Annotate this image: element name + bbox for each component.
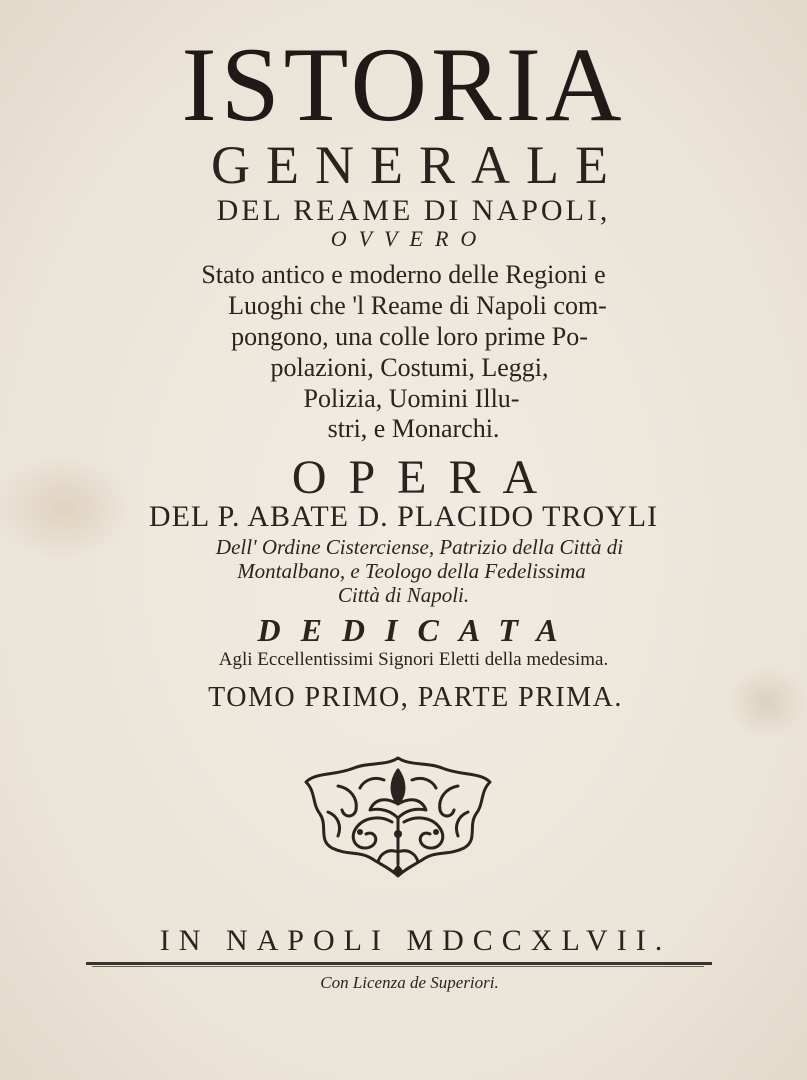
description-line-2: Luoghi che 'l Reame di Napoli com- (228, 291, 607, 320)
dedicata-heading: DEDICATA (257, 612, 578, 648)
fleuron-ornament-icon (298, 752, 498, 878)
dedication-line: Agli Eccellentissimi Signori Eletti della medesima. (218, 649, 609, 670)
description-line-4: polazioni, Costumi, Leggi, (270, 353, 549, 382)
description-line-3: pongono, una colle loro prime Po- (231, 322, 588, 351)
book-subtitle-2: DEL REAME DI NAPOLI, (216, 194, 611, 227)
divider-rule (86, 962, 712, 965)
license-line: Con Licenza de Superiori. (320, 973, 499, 992)
author-detail-line-3: Città di Napoli. (337, 583, 470, 607)
book-subtitle: GENERALE (211, 135, 624, 195)
author-detail-line-1: Dell' Ordine Cisterciense, Patrizio della Città di (215, 535, 624, 559)
author-detail-line-2: Montalbano, e Teologo della Fedelissima (237, 559, 586, 583)
author-line: DEL P. ABATE D. PLACIDO TROYLI (148, 500, 659, 533)
book-title: ISTORIA (181, 26, 626, 143)
description-line-6: stri, e Monarchi. (327, 414, 500, 443)
description-line-1: Stato antico e moderno delle Regioni e (201, 260, 606, 289)
opera-heading: OPERA (291, 451, 560, 504)
description-line-5: Polizia, Uomini Illu- (303, 384, 520, 413)
divider-rule-thin (92, 966, 704, 967)
imprint-line: IN NAPOLI MDCCXLVII. (159, 924, 672, 957)
ovvero-line: OVVERO (330, 226, 489, 251)
volume-line: TOMO PRIMO, PARTE PRIMA. (208, 682, 623, 713)
